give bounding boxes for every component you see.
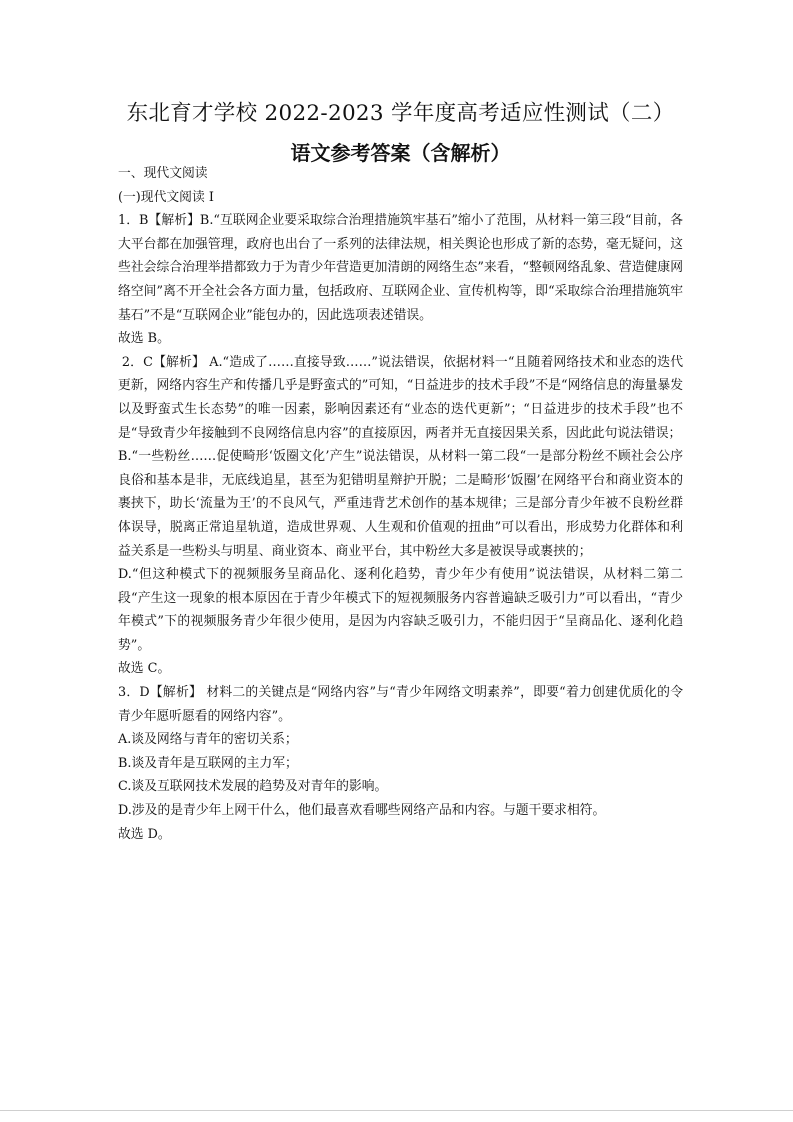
document-body (118, 162, 683, 846)
answer-3-conclusion: 故选 D。 (118, 826, 171, 842)
answer-2-option-b: B.“一些粉丝……促使畸形‘饭圈文化’产生”说法错误，从材料一第二段“一是部分粉丝不顾社会公序良俗和基本是非，无底线追星，甚至为犯错明星辩护开脱；二是畸形‘饭圈’在网络平台和商业资本的裹挟下，助长‘流量为王’的不良风气，严重违背艺术创作的基本规律；三是部分青少年被不良粉丝群体误导，脱离正常追星轨道，造成世界观、人生观和价值观的扭曲”可以看出，形成势力化群体和利益关系是一些粉头与明星、商业资本、商业平台，其中粉丝大多是被误导或裹挟的； (118, 449, 683, 559)
answer-1-explanation: 1．B【解析】B.“互联网企业要采取综合治理措施筑牢基石”缩小了范围，从材料一第三段“目前，各大平台都在加强管理，政府也出台了一系列的法律法规，相关舆论也形成了新的态势，毫无疑问，这些社会综合治理举措都致力于为青少年营造更加清朗的网络生态”来看，“整顿网络乱象、营造健康网络空间”离不开全社会各方面力量，包括政府、互联网企业、宣传机构等，即“采取综合治理措施筑牢基石”不是“互联网企业”能包办的，因此选项表述错误。 (118, 213, 683, 323)
answer-2-option-d: D.“但这种模式下的视频服务呈商品化、逐利化趋势，青少年少有使用”说法错误，从材料二第二段“产生这一现象的根本原因在于青少年模式下的短视频服务内容普遍缺乏吸引力”可以看出，“青少年模式”下的视频服务青少年很少使用，是因为内容缺乏吸引力，不能归因于“呈商品化、逐利化趋势”。 (118, 567, 683, 653)
subsection-heading: (一)现代文阅读 I (118, 189, 214, 205)
answer-2-option-a: 2．C【解析】 A.“造成了……直接导致……”说法错误，依据材料一“且随着网络技术和业态的迭代更新，网络内容生产和传播几乎是野蛮式的”可知，“日益进步的技术手段”不是“网络信息的海量暴发以及野蛮式生长态势”的唯一因素，影响因素还有“业态的迭代更新”；“日益进步的技术手段”也不是“导致青少年接触到不良网络信息内容”的直接原因，两者并无直接因果关系，因此此句说法错误； (118, 354, 683, 441)
document-title: 东北育才学校 2022-2023 学年度高考适应性测试（二） (126, 101, 675, 126)
answer-1-conclusion: 故选 B。 (118, 331, 170, 347)
answer-3-explanation: 3．D【解析】 材料二的关键点是“网络内容”与“青少年网络文明素养”，即要“着力创建优质化的令青少年愿听愿看的网络内容”。 (118, 685, 683, 724)
page-bottom-divider (0, 1110, 793, 1111)
document-page (118, 98, 683, 846)
section-heading: 一、现代文阅读 (118, 166, 208, 181)
answer-3-option-a: A.谈及网络与青年的密切关系； (118, 732, 298, 748)
answer-3-option-d: D.涉及的是青少年上网干什么，他们最喜欢看哪些网络产品和内容。与题干要求相符。 (118, 803, 606, 819)
answer-3-option-c: C.谈及互联网技术发展的趋势及对青年的影响。 (118, 779, 388, 795)
answer-2-conclusion: 故选 C。 (118, 661, 171, 677)
document-subtitle: 语文参考答案（含解析） (290, 141, 511, 165)
answer-3-option-b: B.谈及青年是互联网的主力军； (118, 755, 298, 771)
